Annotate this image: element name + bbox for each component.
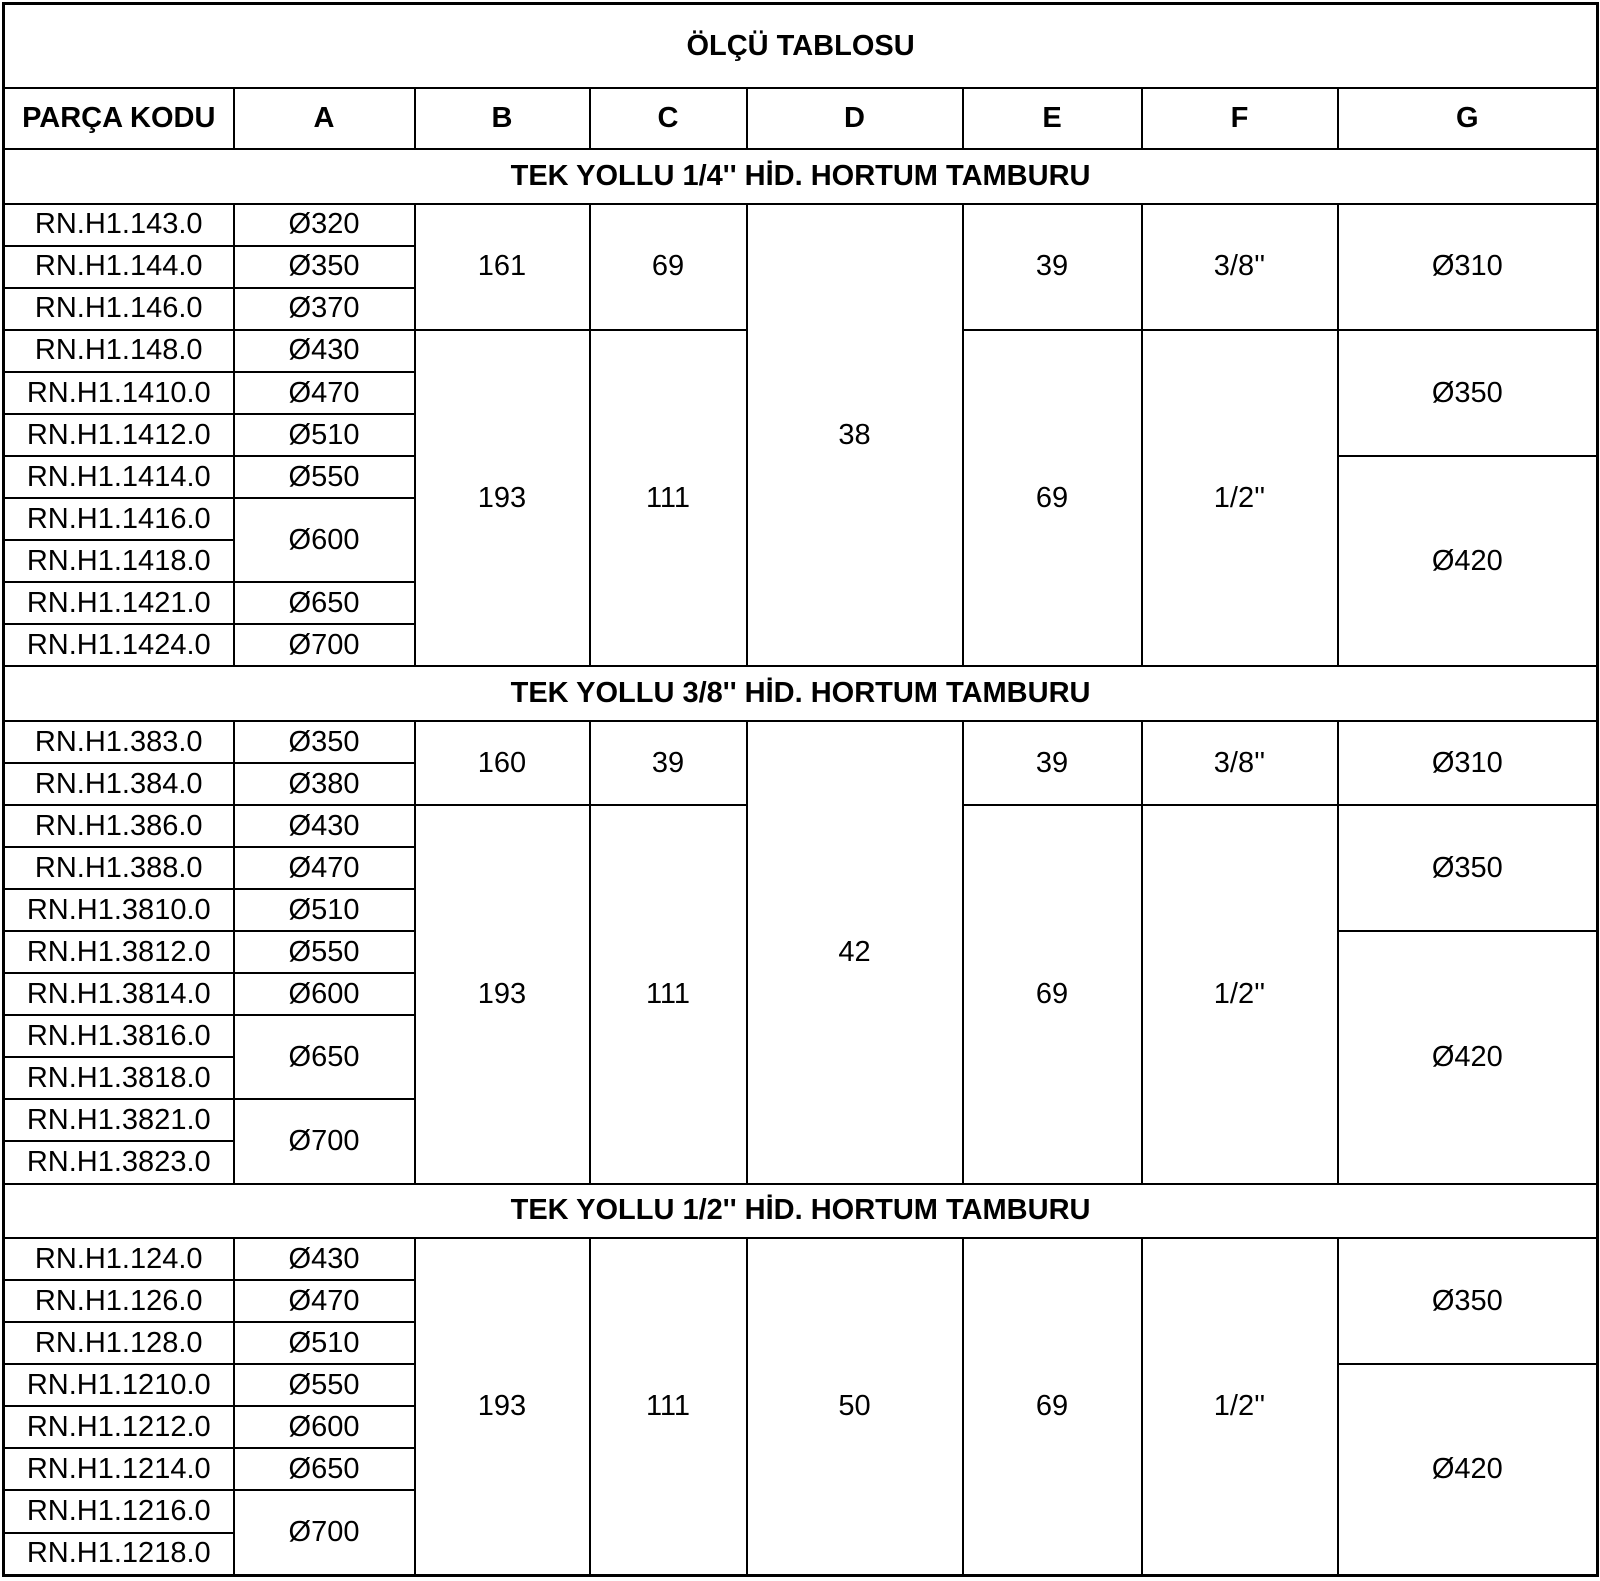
dimension-a-cell: Ø470 (234, 847, 415, 889)
part-code-cell: RN.H1.1214.0 (4, 1448, 234, 1490)
dimension-c-cell: 69 (590, 204, 747, 330)
part-code-cell: RN.H1.3818.0 (4, 1057, 234, 1099)
dimension-a-cell: Ø430 (234, 330, 415, 372)
part-code-cell: RN.H1.1410.0 (4, 372, 234, 414)
dimension-d-cell: 38 (747, 204, 963, 667)
part-code-cell: RN.H1.383.0 (4, 721, 234, 763)
dimension-a-cell: Ø470 (234, 372, 415, 414)
column-header-e: E (963, 88, 1142, 149)
part-code-cell: RN.H1.3810.0 (4, 889, 234, 931)
part-code-cell: RN.H1.146.0 (4, 288, 234, 330)
part-code-cell: RN.H1.3816.0 (4, 1015, 234, 1057)
dimension-a-cell: Ø600 (234, 973, 415, 1015)
dimension-a-cell: Ø350 (234, 246, 415, 288)
column-header-d: D (747, 88, 963, 149)
dimension-a-cell: Ø380 (234, 763, 415, 805)
dimension-e-cell: 69 (963, 805, 1142, 1183)
column-header-a: A (234, 88, 415, 149)
part-code-cell: RN.H1.384.0 (4, 763, 234, 805)
column-header-b: B (415, 88, 590, 149)
dimension-b-cell: 193 (415, 805, 590, 1183)
dimension-a-cell: Ø510 (234, 889, 415, 931)
dimension-c-cell: 111 (590, 330, 747, 666)
dimension-e-cell: 39 (963, 721, 1142, 805)
part-code-cell: RN.H1.144.0 (4, 246, 234, 288)
dimension-f-cell: 3/8'' (1142, 204, 1338, 330)
dimension-a-cell: Ø470 (234, 1280, 415, 1322)
part-code-cell: RN.H1.388.0 (4, 847, 234, 889)
dimension-a-cell: Ø350 (234, 721, 415, 763)
part-code-cell: RN.H1.1216.0 (4, 1490, 234, 1532)
dimension-f-cell: 1/2'' (1142, 330, 1338, 666)
part-code-cell: RN.H1.128.0 (4, 1322, 234, 1364)
dimension-a-cell: Ø370 (234, 288, 415, 330)
column-header-g: G (1338, 88, 1598, 149)
part-code-cell: RN.H1.1421.0 (4, 582, 234, 624)
dimension-d-cell: 50 (747, 1238, 963, 1575)
dimension-g-cell: Ø310 (1338, 721, 1598, 805)
dimension-b-cell: 193 (415, 1238, 590, 1575)
section-heading: TEK YOLLU 1/2'' HİD. HORTUM TAMBURU (4, 1184, 1598, 1239)
dimension-a-cell: Ø650 (234, 1015, 415, 1099)
dimension-g-cell: Ø420 (1338, 456, 1598, 666)
dimension-e-cell: 69 (963, 330, 1142, 666)
dimension-a-cell: Ø650 (234, 1448, 415, 1490)
dimension-a-cell: Ø430 (234, 1238, 415, 1280)
part-code-cell: RN.H1.386.0 (4, 805, 234, 847)
dimension-c-cell: 111 (590, 805, 747, 1183)
dimension-g-cell: Ø420 (1338, 1364, 1598, 1575)
dimension-b-cell: 161 (415, 204, 590, 330)
part-code-cell: RN.H1.1210.0 (4, 1364, 234, 1406)
dimension-g-cell: Ø310 (1338, 204, 1598, 330)
dimension-e-cell: 69 (963, 1238, 1142, 1575)
dimension-a-cell: Ø700 (234, 1099, 415, 1183)
dimension-a-cell: Ø700 (234, 624, 415, 666)
dimension-a-cell: Ø320 (234, 204, 415, 246)
part-code-cell: RN.H1.3812.0 (4, 931, 234, 973)
part-code-cell: RN.H1.126.0 (4, 1280, 234, 1322)
dimension-a-cell: Ø510 (234, 1322, 415, 1364)
part-code-cell: RN.H1.1218.0 (4, 1533, 234, 1576)
part-code-cell: RN.H1.1412.0 (4, 414, 234, 456)
part-code-cell: RN.H1.1424.0 (4, 624, 234, 666)
section-heading: TEK YOLLU 3/8'' HİD. HORTUM TAMBURU (4, 666, 1598, 721)
column-header-c: C (590, 88, 747, 149)
part-code-cell: RN.H1.1414.0 (4, 456, 234, 498)
part-code-cell: RN.H1.3814.0 (4, 973, 234, 1015)
dimension-g-cell: Ø420 (1338, 931, 1598, 1183)
dimension-e-cell: 39 (963, 204, 1142, 330)
dimension-d-cell: 42 (747, 721, 963, 1184)
dimension-b-cell: 160 (415, 721, 590, 805)
dimension-f-cell: 1/2'' (1142, 1238, 1338, 1575)
column-header-part-code: PARÇA KODU (4, 88, 234, 149)
dimension-a-cell: Ø600 (234, 1406, 415, 1448)
part-code-cell: RN.H1.1212.0 (4, 1406, 234, 1448)
dimension-a-cell: Ø700 (234, 1490, 415, 1575)
part-code-cell: RN.H1.3823.0 (4, 1141, 234, 1183)
part-code-cell: RN.H1.3821.0 (4, 1099, 234, 1141)
dimension-a-cell: Ø550 (234, 931, 415, 973)
part-code-cell: RN.H1.1416.0 (4, 498, 234, 540)
part-code-cell: RN.H1.143.0 (4, 204, 234, 246)
dimension-g-cell: Ø350 (1338, 330, 1598, 456)
table-title: ÖLÇÜ TABLOSU (4, 4, 1598, 89)
dimension-b-cell: 193 (415, 330, 590, 666)
dimension-a-cell: Ø510 (234, 414, 415, 456)
dimension-a-cell: Ø550 (234, 456, 415, 498)
section-heading: TEK YOLLU 1/4'' HİD. HORTUM TAMBURU (4, 149, 1598, 204)
dimension-a-cell: Ø550 (234, 1364, 415, 1406)
size-table (2, 2, 1599, 1577)
dimension-f-cell: 1/2'' (1142, 805, 1338, 1183)
dimension-c-cell: 111 (590, 1238, 747, 1575)
dimension-c-cell: 39 (590, 721, 747, 805)
dimension-g-cell: Ø350 (1338, 805, 1598, 931)
dimension-f-cell: 3/8'' (1142, 721, 1338, 805)
dimension-a-cell: Ø430 (234, 805, 415, 847)
part-code-cell: RN.H1.124.0 (4, 1238, 234, 1280)
dimension-a-cell: Ø650 (234, 582, 415, 624)
part-code-cell: RN.H1.148.0 (4, 330, 234, 372)
dimension-g-cell: Ø350 (1338, 1238, 1598, 1364)
column-header-f: F (1142, 88, 1338, 149)
part-code-cell: RN.H1.1418.0 (4, 540, 234, 582)
dimension-a-cell: Ø600 (234, 498, 415, 582)
